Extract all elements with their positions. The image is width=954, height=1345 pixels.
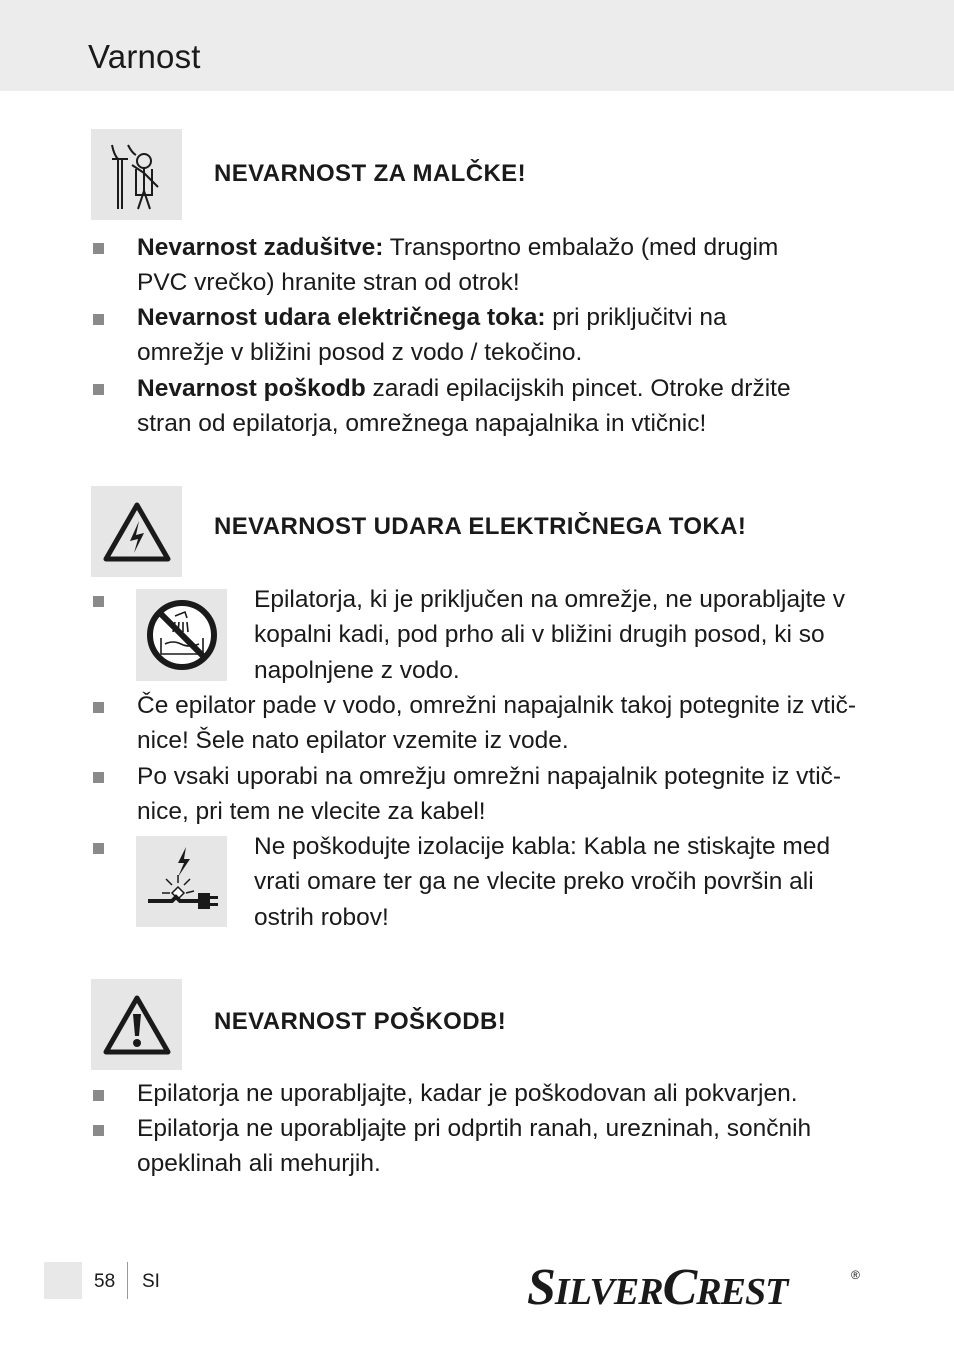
list-item: Ne poškodujte izolacije kabla: Kabla ne stiskajte med vrati omare ter ga ne vlecite preko vročih površin ali ostrih robov!	[254, 833, 831, 931]
list-item: Po vsaki uporabi na omrežju omrežni napajalnik potegnite iz vtič- nice, pri tem ne vlecite za kabel!	[137, 763, 842, 826]
brand-logo: SILVERCREST	[527, 1259, 788, 1316]
section-heading-electric: NEVARNOST UDARA ELEKTRIČNEGA TOKA!	[214, 513, 747, 540]
list-item: Epilatorja ne uporabljajte pri odprtih ranah, urezninah, sončnih opeklinah ali mehurjih.	[137, 1115, 812, 1178]
footer-divider	[127, 1262, 128, 1299]
language-code: SI	[142, 1271, 160, 1292]
bullet-icon	[93, 596, 104, 607]
no-water-icon	[136, 589, 227, 681]
child-safety-icon	[91, 129, 182, 220]
bullet-icon	[93, 384, 104, 395]
list-item: Epilatorja, ki je priključen na omrežje, ne uporabljajte v kopalni kadi, pod prho ali v bližini drugih posod, ki so napolnjene z vodo.	[254, 586, 846, 684]
page-number: 58	[94, 1271, 116, 1292]
bullet-icon	[93, 843, 104, 854]
list-item: Nevarnost poškodb zaradi epilacijskih pincet. Otroke držite stran od epilatorja, omrežnega napajalnika in vtičnic!	[137, 375, 791, 438]
section-heading-children: NEVARNOST ZA MALČKE!	[214, 160, 526, 187]
warning-icon	[91, 979, 182, 1070]
list-item: Epilatorja ne uporabljajte, kadar je poškodovan ali pokvarjen.	[137, 1080, 798, 1107]
list-item: Nevarnost udara električnega toka: pri priključitvi na omrežje v bližini posod z vodo / tekočino.	[137, 304, 727, 367]
bullet-icon	[93, 1090, 104, 1101]
list-item: Nevarnost zadušitve: Transportno embalažo (med drugim PVC vrečko) hranite stran od otrok!	[137, 234, 779, 297]
bullet-icon	[93, 772, 104, 783]
section-heading-injury: NEVARNOST POŠKODB!	[214, 1008, 507, 1035]
electric-warning-icon	[91, 486, 182, 577]
page-title: Varnost	[88, 38, 201, 75]
page-header	[0, 0, 954, 91]
list-item: Če epilator pade v vodo, omrežni napajalnik takoj potegnite iz vtič- nice! Šele nato epilator vzemite iz vode.	[137, 692, 857, 755]
bullet-icon	[93, 314, 104, 325]
damaged-cable-icon	[136, 836, 227, 927]
registered-mark: ®	[851, 1268, 860, 1282]
bullet-icon	[93, 243, 104, 254]
bullet-icon	[93, 702, 104, 713]
footer-marker	[44, 1262, 82, 1299]
bullet-icon	[93, 1125, 104, 1136]
